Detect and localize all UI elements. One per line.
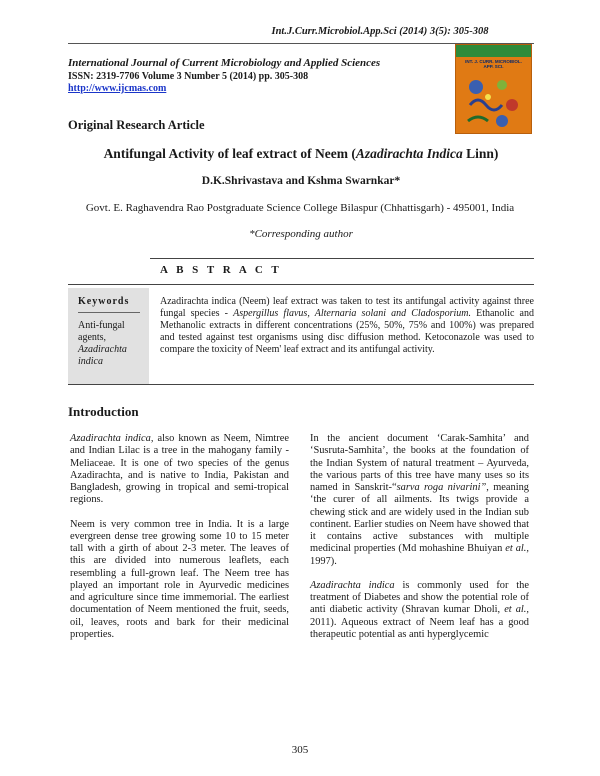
paragraph-text: also known as Neem, Nimtree and Indian Lilac is a tree in the mahogany family - Meliaceae. It is one of two species of the genus Azadirachta, and is native to India, Pakistan and Bangladesh, growing in tropical and semi-tropical regions. — [70, 433, 289, 506]
abstract-heading: A B S T R A C T — [160, 264, 282, 276]
abstract-body — [160, 296, 534, 356]
abstract-bottom-rule — [68, 384, 534, 385]
paragraph — [310, 580, 529, 641]
section-heading-introduction: Introduction — [68, 404, 139, 419]
species-name: Azadirachta indica, — [70, 433, 154, 444]
cover-microbe-art — [462, 75, 525, 129]
journal-cover-image — [455, 44, 532, 134]
column-right — [310, 433, 529, 653]
journal-name: International Journal of Current Microbiology and Applied Sciences — [68, 57, 381, 69]
abstract-species: Aspergillus flavus, Alternaria solani and Cladosporium. — [233, 307, 471, 319]
column-left — [70, 433, 289, 653]
keywords-list — [78, 320, 144, 368]
issn-line: ISSN: 2319-7706 Volume 3 Number 5 (2014) pp. 305-308 — [68, 71, 309, 82]
page-number: 305 — [291, 744, 309, 756]
title-text: Antifungal Activity of leaf extract of Neem ( — [103, 146, 356, 161]
paragraph — [310, 433, 529, 568]
journal-url-link[interactable]: http://www.ijcmas.com — [68, 83, 167, 94]
paragraph-text: is commonly used for the treatment of Diabetes and show the potential role of anti diabetic activity (Shravan kumar Dholi, — [310, 579, 529, 616]
affiliation: Govt. E. Raghavendra Rao Postgraduate Science College Bilaspur (Chhattisgarh) - 495001, India — [85, 202, 515, 214]
paragraph — [70, 433, 289, 507]
title-species: Azadirachta Indica — [355, 146, 463, 161]
abstract-text: Azadirachta indica (Neem) leaf extract was taken to test its antifungal activity against three fungal species - — [160, 296, 534, 319]
citation-etal: et al., — [505, 543, 529, 555]
article-type: Original Research Article — [68, 118, 205, 132]
abstract-text-cont: Ethanolic and Methanolic extracts in different concentrations (25%, 50%, 75% and 100%) was prepared and tested against test organisms using disc diffusion method. Ketoconazole was used to compare the toxicity of Neem' leaf extract and its antifungal activity. — [160, 307, 534, 355]
citation-etal: et al., — [504, 604, 530, 616]
keyword-item: Anti-fungal agents, — [78, 320, 125, 343]
keyword-item: Azadirachta indica — [78, 344, 127, 367]
paragraph-text: , meaning ‘the curer of all ailments. Its twigs provide a chewing stick and are widely used in the Indian sub continent. Earlier studies on Neem have showed that it contains active substances with multiple medicinal properties (Md mohashine Bhuiyan — [310, 482, 529, 555]
article-title — [68, 146, 534, 162]
title-suffix: Linn) — [462, 146, 499, 161]
cover-band — [456, 45, 531, 57]
sanskrit-term: sarva roga nivarini” — [396, 482, 487, 493]
species-name: Azadirachta indica — [310, 579, 395, 591]
paragraph-text: In the ancient document ‘Carak-Samhita’ and ‘Susruta-Samhita’, the books at the foundation of the Indian System of natural treatment – Ayurveda, the various parts of this tree have many uses so its named in Sanskrit-“ — [310, 433, 529, 493]
keywords-divider — [78, 312, 140, 313]
keywords-title: Keywords — [78, 296, 130, 307]
journal-citation: Int.J.Curr.Microbiol.App.Sci (2014) 3(5): 305-308 — [271, 26, 489, 37]
paragraph-text: 2011). Aqueous extract of Neem leaf has a good therapeutic potential as anti hyperglycemic — [310, 616, 529, 640]
authors: D.K.Shrivastava and Kshma Swarnkar* — [201, 175, 401, 187]
paragraph: Neem is very common tree in India. It is a large evergreen dense tree growing some 10 to 15 meter tall with a girth of about 2-3 meter. The leaves of this are divided into numerous leaflets, each resembling a full-grown leaf. The Neem tree has played an important role in Ayurvedic medicines and agriculture since time immemorial. The earliest documentation of Neem mentioned the fruit, seeds, oil, leaves, roots and bark for their medicinal properties. — [70, 518, 289, 640]
corresponding-author: *Corresponding author — [249, 228, 353, 240]
abstract-top-rule — [150, 258, 534, 259]
citation-year: 1997). — [310, 555, 337, 567]
abstract-rule — [68, 284, 534, 285]
cover-lettering: INT. J. CURR. MICROBIOL. APP. SCI. — [465, 59, 522, 69]
